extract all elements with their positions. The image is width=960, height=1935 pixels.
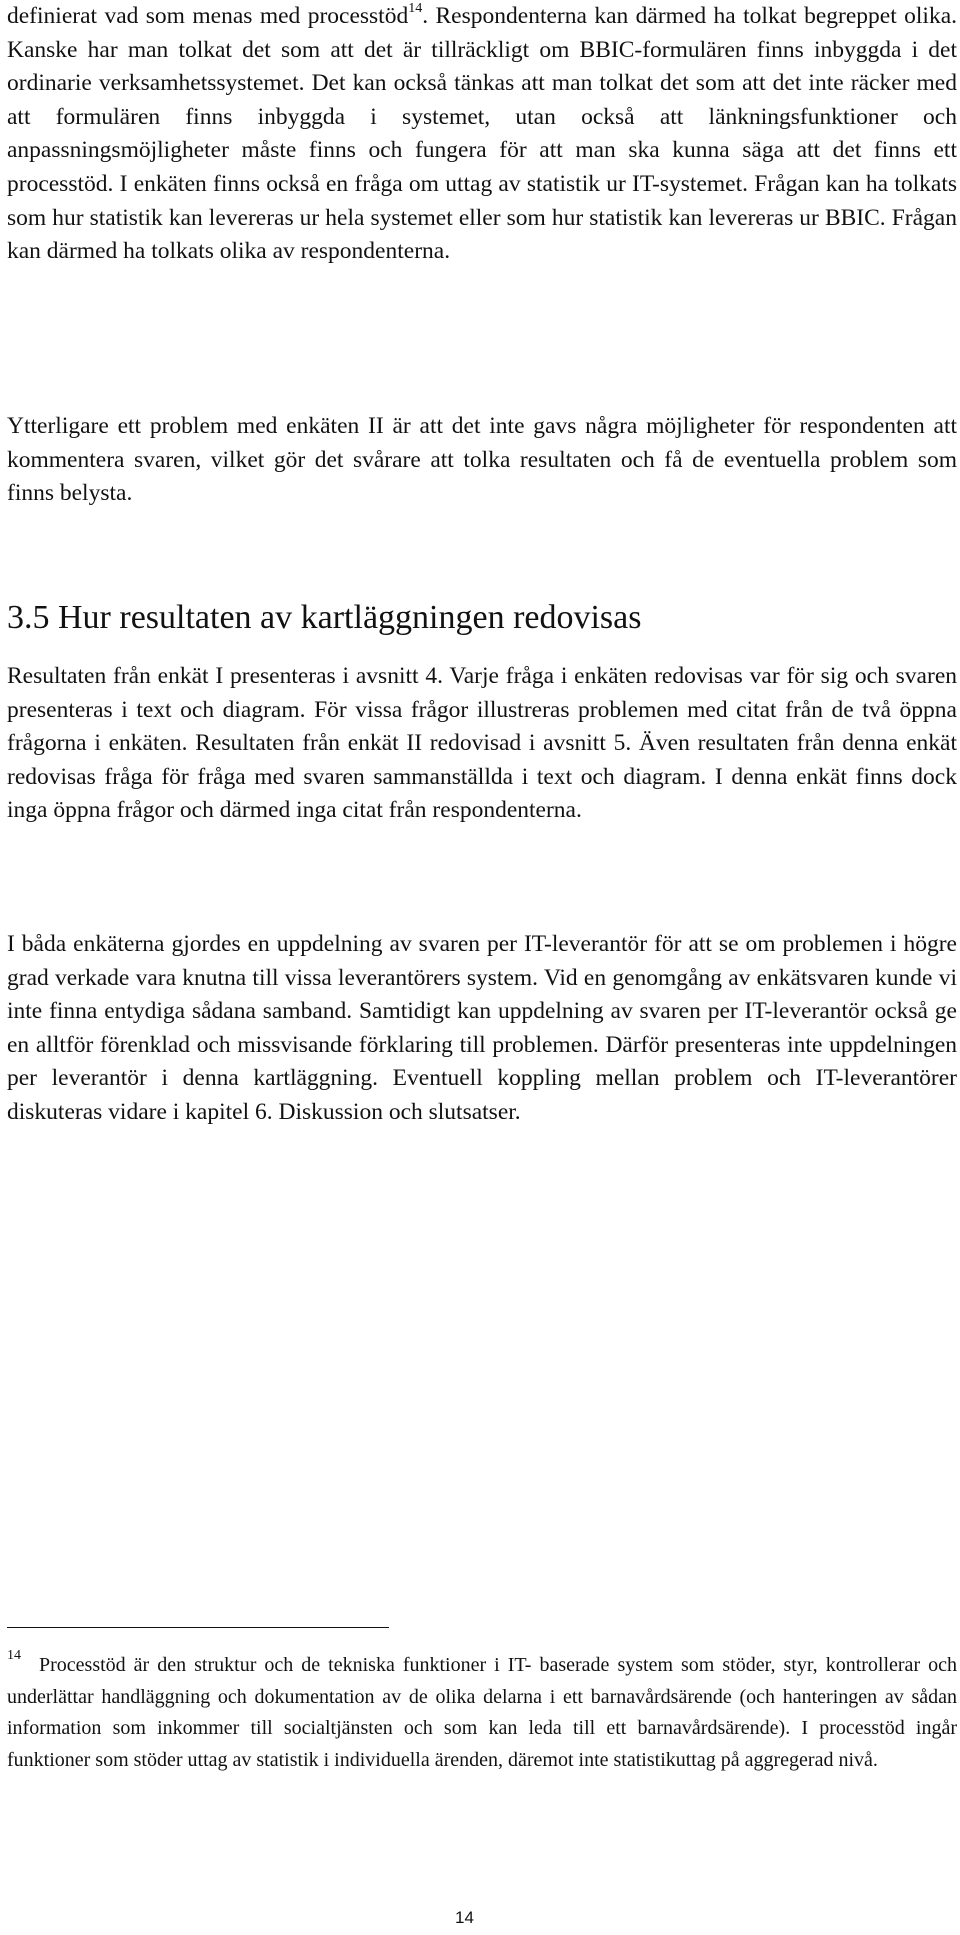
body-paragraph-3: Resultaten från enkät I presenteras i avsnitt 4. Varje fråga i enkäten redovisas var för sig och svaren presenteras i text och diagram. För vissa frågor illustreras problemen med citat från de två öppna frågorna i enkäten. Resultaten från enkät II redovisad i avsnitt 5. Även resultaten från denna enkät redovisas fråga för fråga med svaren sammanställda i text och diagram. I denna enkät finns dock inga öppna frågor och därmed inga citat från respondenterna. bbox=[7, 663, 957, 824]
body-paragraph-1 bbox=[7, 0, 957, 269]
footnote bbox=[7, 1650, 957, 1776]
paragraph-1-text-start: definierat vad som menas med processtöd bbox=[7, 3, 409, 29]
footnote-reference[interactable]: 14 bbox=[408, 1, 423, 16]
body-paragraph-2: Ytterligare ett problem med enkäten II är att det inte gavs några möjligheter för respondenten att kommentera svaren, vilket gör det svårare att tolka resultaten och få de eventuella problem som finns belysta. bbox=[7, 413, 957, 507]
footnote-text: Processtöd är den struktur och de tekniska funktioner i IT- baserade system som stöder, styr, kontrollerar och underlättar handläggning och dokumentation av de olika delarna i ett barnavårdsärende (och hanteringen av sådan information som inkommer till socialtjänsten och som kan leda till ett barnavårdsärende). I processtöd ingår funktioner som stöder uttag av statistik i individuella ärenden, däremot inte statistikuttag på aggregerad nivå. bbox=[7, 1654, 957, 1771]
footnote-separator bbox=[7, 1627, 389, 1628]
footnote-mark: 14 bbox=[7, 1648, 21, 1663]
paragraph-1-text-rest: . Respondenterna kan därmed ha tolkat begreppet olika. Kanske har man tolkat det som att det är tillräckligt om BBIC-formulären finns inbyggda i det ordinarie verksamhetssystemet. Det kan också tänkas att man tolkat det som att det inte räcker med att formulären finns inbyggda i systemet, utan också att länkningsfunktioner och anpassningsmöjligheter måste finns och fungera för att man ska kunna säga att det finns ett processtöd. I enkäten finns också en fråga om uttag av statistik ur IT-systemet. Frågan kan ha tolkats som hur statistik kan levereras ur hela systemet eller som hur statistik kan levereras ur BBIC. Frågan kan därmed ha tolkats olika av respondenterna. bbox=[7, 3, 958, 265]
body-paragraph-4: I båda enkäterna gjordes en uppdelning av svaren per IT-leverantör för att se om problemen i högre grad verkade vara knutna till vissa leverantörers system. Vid en genomgång av enkätsvaren kunde vi inte finna entydiga sådana samband. Samtidigt kan uppdelning av svaren per IT-leverantör också ge en alltför förenklad och missvisande förklaring till problemen. Därför presenteras inte uppdelningen per leverantör i denna kartläggning. Eventuell koppling mellan problem och IT-leverantörer diskuteras vidare i kapitel 6. Diskussion och slutsatser. bbox=[7, 931, 957, 1125]
section-heading: 3.5 Hur resultaten av kartläggningen redovisas bbox=[7, 599, 642, 636]
page-number: 14 bbox=[455, 1908, 474, 1927]
